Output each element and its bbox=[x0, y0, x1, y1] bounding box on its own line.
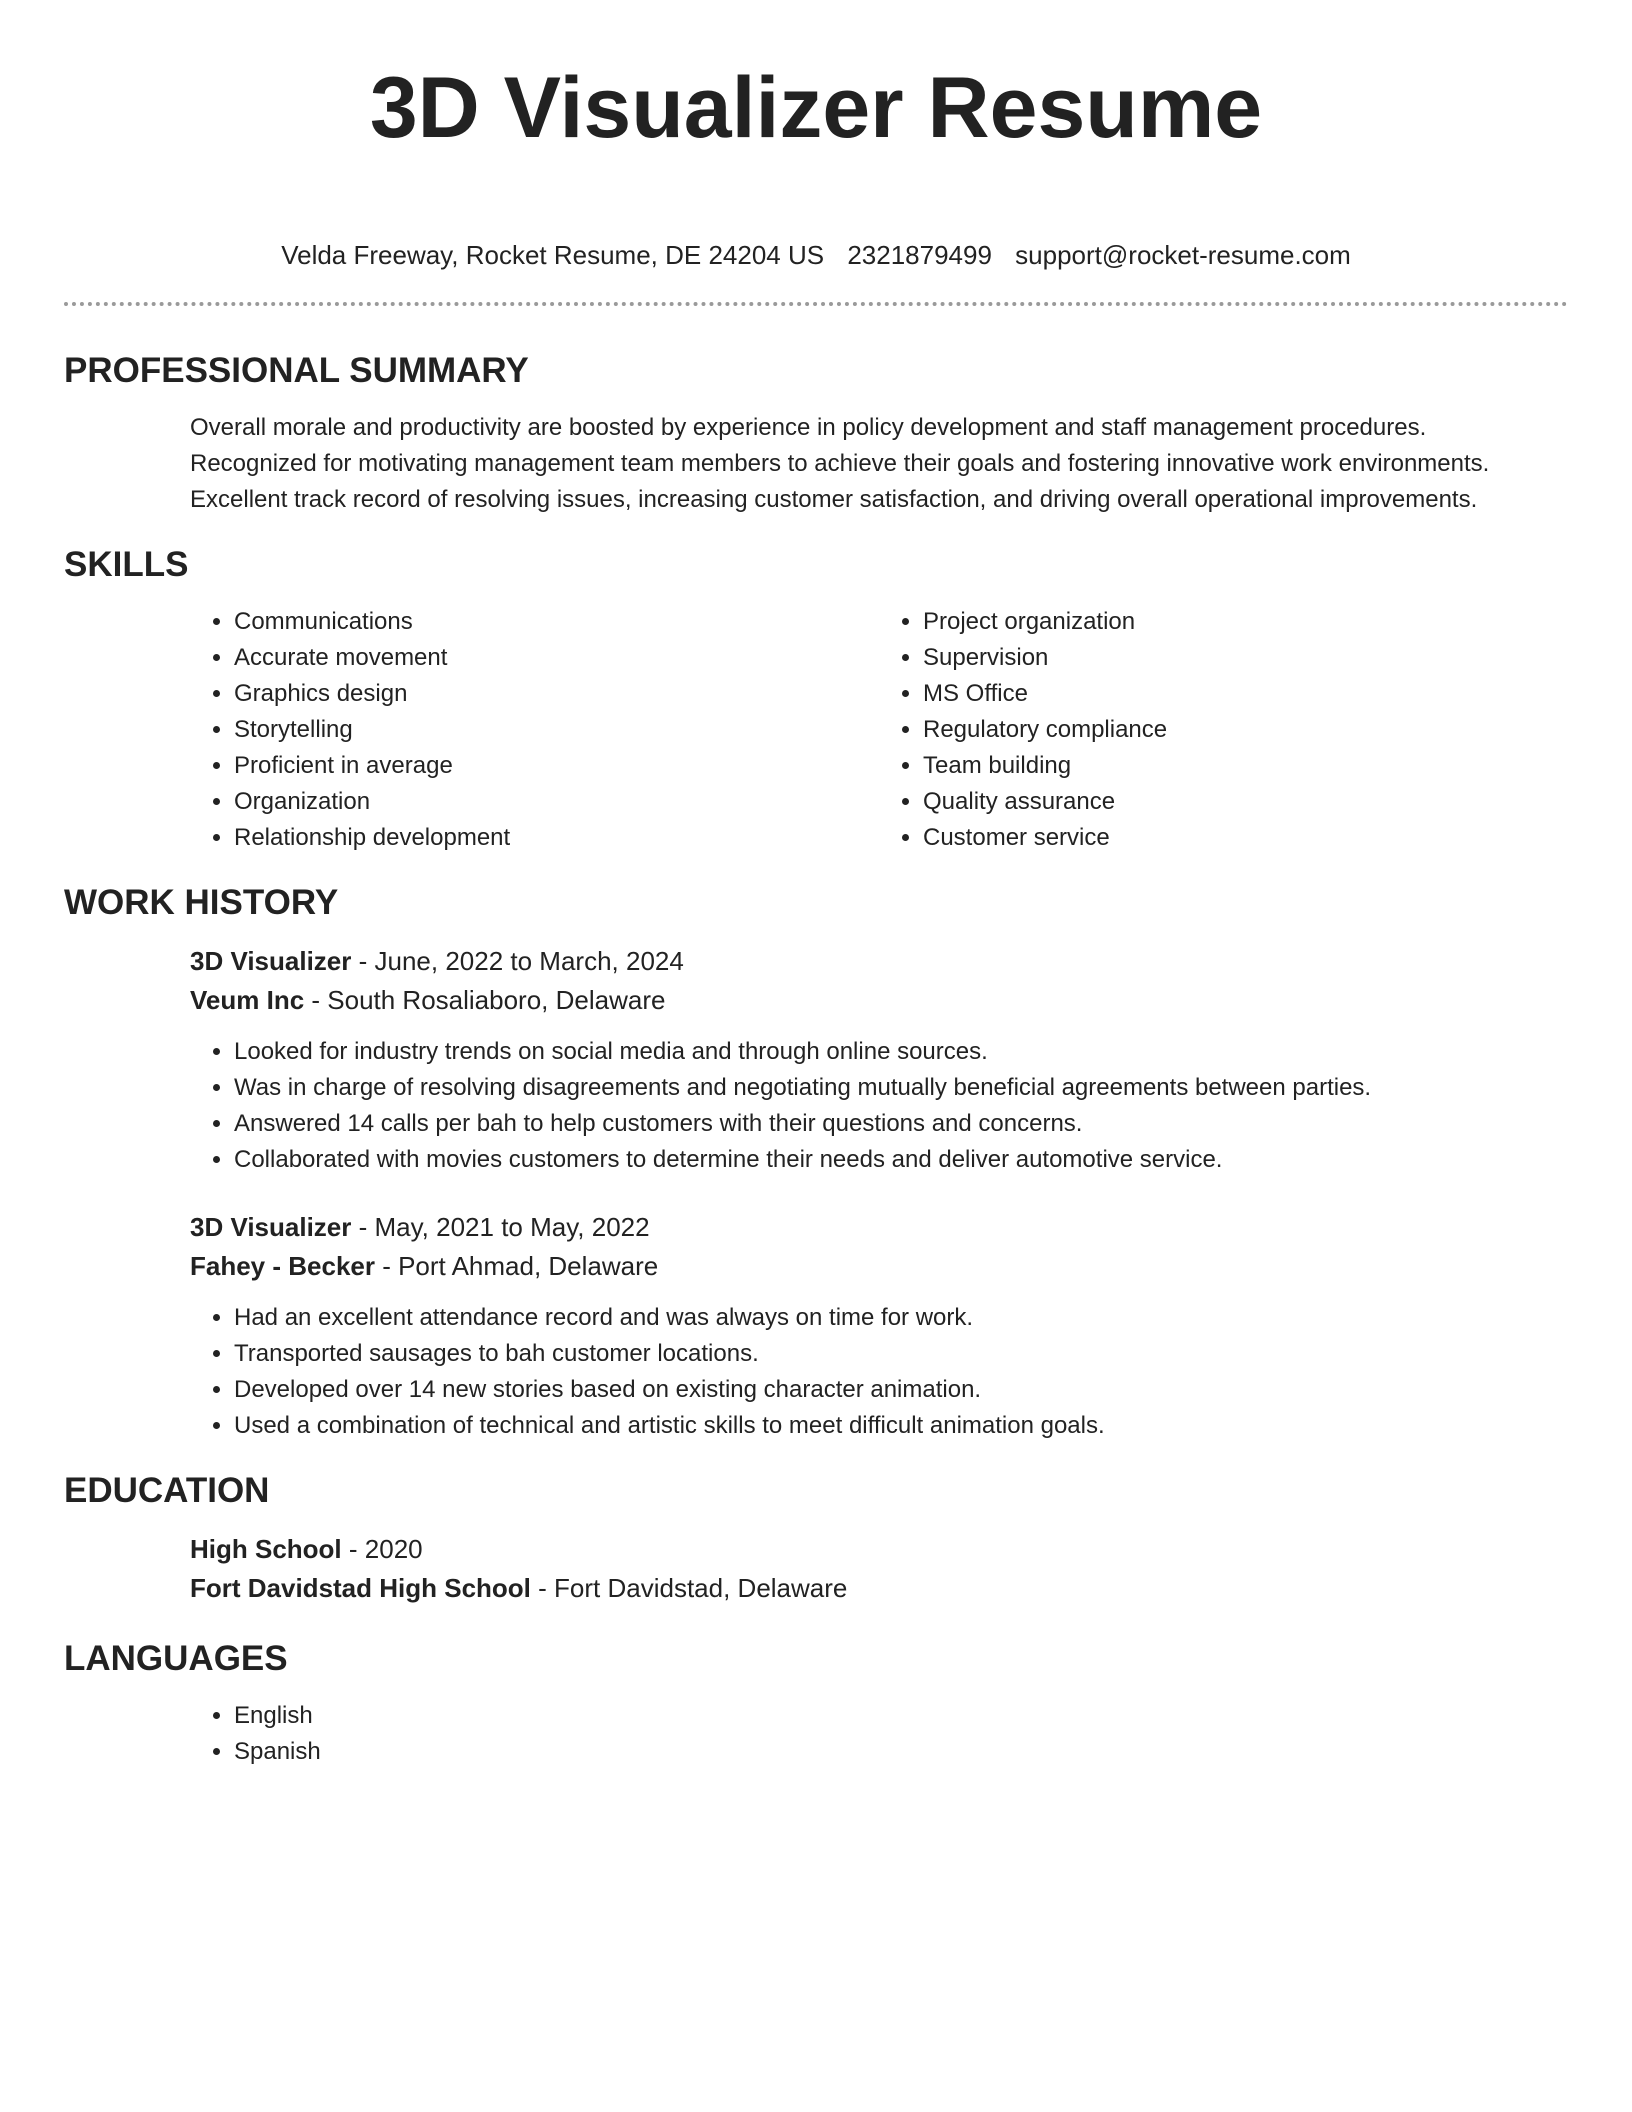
job-company: Veum Inc bbox=[190, 985, 305, 1015]
skill-item: • MS Office bbox=[923, 676, 1568, 712]
skills-heading: SKILLS bbox=[64, 545, 189, 584]
job-bullet: • Developed over 14 new stories based on existing character animation. bbox=[234, 1372, 1568, 1408]
skill-item: • Customer service bbox=[923, 820, 1568, 856]
job-bullet: • Looked for industry trends on social media and through online sources. bbox=[234, 1034, 1568, 1070]
job-bullet: • Collaborated with movies customers to determine their needs and deliver automotive service. bbox=[234, 1142, 1568, 1178]
summary-text bbox=[190, 410, 1568, 518]
skill-item: • Communications bbox=[234, 604, 879, 640]
summary-line: Overall morale and productivity are boosted by experience in policy development and staff management procedures. bbox=[190, 414, 1427, 441]
job-location: - Port Ahmad, Delaware bbox=[374, 1251, 659, 1281]
contact-address: Velda Freeway, Rocket Resume, DE 24204 US bbox=[281, 240, 825, 270]
job-bullet: • Transported sausages to bah customer locations. bbox=[234, 1336, 1568, 1372]
job-company: Fahey - Becker bbox=[190, 1251, 375, 1281]
skills-list bbox=[190, 604, 1568, 856]
summary-line: Excellent track record of resolving issues, increasing customer satisfaction, and driving overall operational improvements. bbox=[190, 486, 1478, 513]
job-location: - South Rosaliaboro, Delaware bbox=[304, 985, 666, 1015]
degree: High School bbox=[190, 1534, 342, 1564]
contact-line bbox=[64, 238, 1568, 272]
skill-item: • Organization bbox=[234, 784, 879, 820]
contact-email: support@rocket-resume.com bbox=[1015, 240, 1351, 270]
degree-line bbox=[190, 1530, 1568, 1569]
job-title: 3D Visualizer bbox=[190, 946, 352, 976]
job-bullets bbox=[190, 1034, 1568, 1178]
job-entry bbox=[190, 942, 1568, 1178]
skill-item: • Project organization bbox=[923, 604, 1568, 640]
graduation-year: - 2020 bbox=[341, 1534, 423, 1564]
skills-column-right bbox=[879, 604, 1568, 856]
language-item: • Spanish bbox=[234, 1734, 1568, 1770]
contact-phone: 2321879499 bbox=[847, 240, 992, 270]
header-divider bbox=[64, 302, 1568, 306]
job-bullet: • Answered 14 calls per bah to help customers with their questions and concerns. bbox=[234, 1106, 1568, 1142]
languages-section bbox=[64, 1638, 1568, 1770]
skill-item: • Proficient in average bbox=[234, 748, 879, 784]
skill-item: • Accurate movement bbox=[234, 640, 879, 676]
skills-column-left bbox=[190, 604, 879, 856]
job-bullets bbox=[190, 1300, 1568, 1444]
summary-line: Recognized for motivating management team members to achieve their goals and fostering innovative work environments. bbox=[190, 450, 1490, 477]
resume-title: 3D Visualizer Resume bbox=[369, 60, 1263, 156]
job-company-line bbox=[190, 1247, 1568, 1286]
job-dates: - June, 2022 to March, 2024 bbox=[351, 946, 684, 976]
summary-heading: PROFESSIONAL SUMMARY bbox=[64, 351, 529, 390]
education-heading: EDUCATION bbox=[64, 1471, 270, 1510]
job-bullet: • Was in charge of resolving disagreements and negotiating mutually beneficial agreements between parties. bbox=[234, 1070, 1568, 1106]
skill-item: • Quality assurance bbox=[923, 784, 1568, 820]
skill-item: • Storytelling bbox=[234, 712, 879, 748]
school-line bbox=[190, 1569, 1568, 1608]
job-title-line bbox=[190, 942, 1568, 981]
skill-item: • Graphics design bbox=[234, 676, 879, 712]
skills-section bbox=[64, 544, 1568, 856]
skill-item: • Team building bbox=[923, 748, 1568, 784]
job-title-line bbox=[190, 1208, 1568, 1247]
language-item: • English bbox=[234, 1698, 1568, 1734]
school-name: Fort Davidstad High School bbox=[190, 1573, 531, 1603]
languages-list bbox=[190, 1698, 1568, 1770]
skill-item: • Relationship development bbox=[234, 820, 879, 856]
job-bullet: • Used a combination of technical and artistic skills to meet difficult animation goals. bbox=[234, 1408, 1568, 1444]
education-entry bbox=[190, 1530, 1568, 1608]
skill-item: • Supervision bbox=[923, 640, 1568, 676]
school-location: - Fort Davidstad, Delaware bbox=[530, 1573, 848, 1603]
skill-item: • Regulatory compliance bbox=[923, 712, 1568, 748]
work-section bbox=[64, 882, 1568, 1444]
languages-bullets bbox=[190, 1698, 1568, 1770]
job-bullet: • Had an excellent attendance record and was always on time for work. bbox=[234, 1300, 1568, 1336]
job-title: 3D Visualizer bbox=[190, 1212, 352, 1242]
job-company-line bbox=[190, 981, 1568, 1020]
job-entry bbox=[190, 1208, 1568, 1444]
job-dates: - May, 2021 to May, 2022 bbox=[351, 1212, 650, 1242]
work-heading: WORK HISTORY bbox=[64, 883, 339, 922]
summary-section bbox=[64, 350, 1568, 518]
languages-heading: LANGUAGES bbox=[64, 1639, 288, 1678]
education-section bbox=[64, 1470, 1568, 1608]
